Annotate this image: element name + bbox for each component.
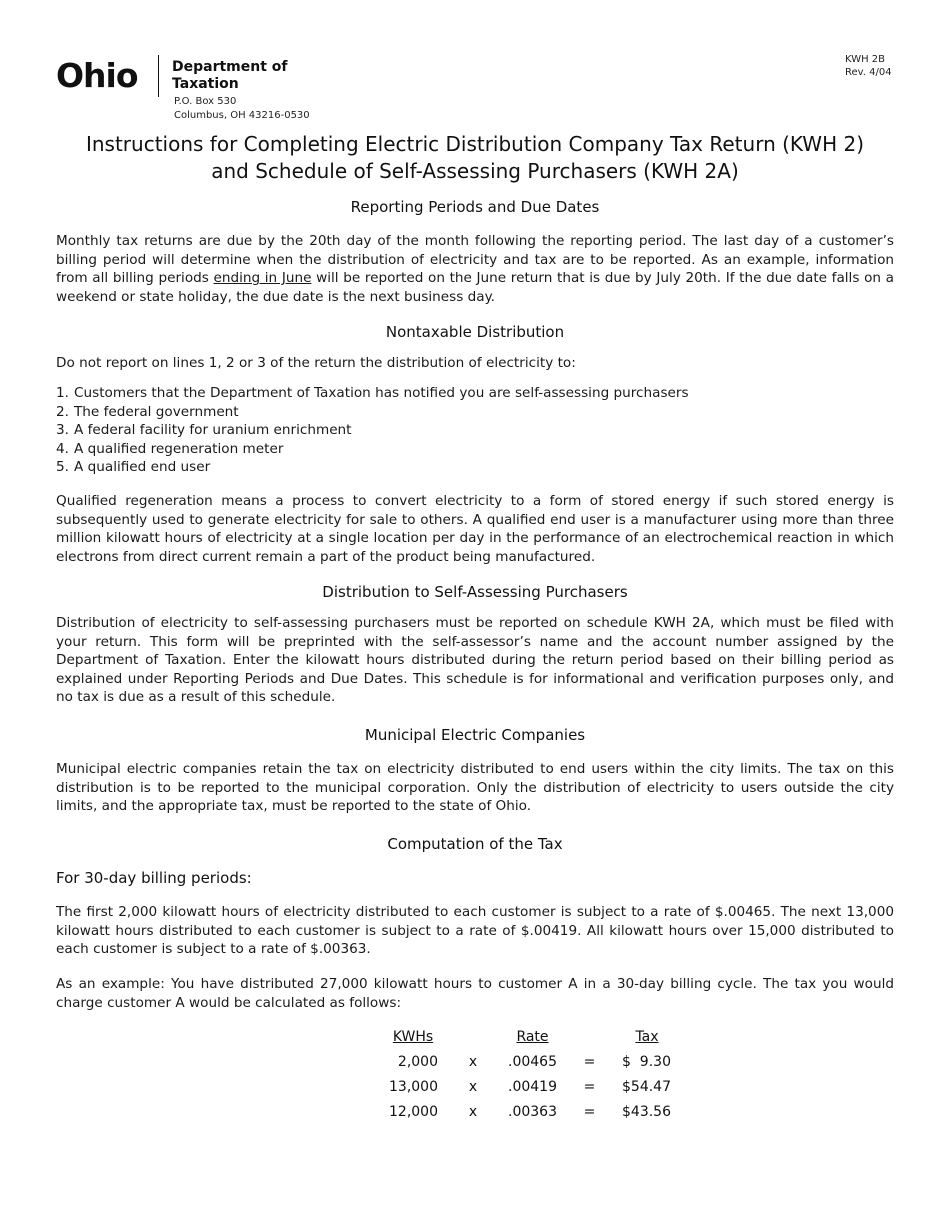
reporting-text-after: will be reported on the June return that is due by July 20th. If the due date falls on a weekend or state holiday, the due date is the next business day. — [56, 270, 894, 305]
nontaxable-definitions: Qualified regeneration means a process to convert electricity to a form of stored energy if such stored energy is subsequently used to generate electricity for sale to others. A qualified end user is a manufacturer using more than three million kilowatt hours of electricity at a single location per day in the performance of an electrochemical reaction in which electrons from direct current remain a part of the product being manufactured. — [56, 493, 894, 565]
cell-equals: = — [583, 1078, 596, 1095]
table-row — [388, 1074, 672, 1099]
address-line1: P.O. Box 530 — [174, 96, 237, 107]
list-item — [56, 440, 689, 459]
cell-tax: $43.56 — [622, 1103, 671, 1120]
reporting-text-before: Monthly tax returns are due by the 20th day of the month following the reporting period. The last day of a customer’s billing period will determine when the distribution of electricity and tax are to be reported. As an example, information from all billing periods — [56, 233, 894, 286]
heading-computation: Computation of the Tax — [387, 835, 563, 853]
list-item-text: The federal government — [74, 403, 239, 420]
list-item-number: 2. — [56, 403, 69, 420]
form-revision: Rev. 4/04 — [845, 67, 892, 78]
cell-times: x — [468, 1053, 478, 1070]
list-item-number: 4. — [56, 440, 69, 457]
department-line2: Taxation — [172, 76, 239, 92]
cell-equals: = — [583, 1103, 596, 1120]
reporting-underlined: ending in June — [213, 270, 312, 286]
reporting-paragraph — [56, 232, 894, 306]
header-tax: Tax — [635, 1028, 659, 1045]
computation-example: As an example: You have distributed 27,000 kilowatt hours to customer A in a 30-day billing cycle. The tax you would charge customer A would be calculated as follows: — [56, 976, 894, 1011]
heading-nontaxable: Nontaxable Distribution — [385, 323, 565, 341]
tax-calculation-table — [388, 1024, 672, 1124]
cell-tax: $ 9.30 — [622, 1053, 671, 1070]
heading-municipal: Municipal Electric Companies — [364, 726, 586, 744]
self-assessing-paragraph: Distribution of electricity to self-assessing purchasers must be reported on schedule KWH 2A, which must be filed with your return. This form will be preprinted with the self-assessor’s name and the account number assigned by the Department of Taxation. Enter the kilowatt hours distributed during the return period based on their billing period as explained under Reporting Periods and Due Dates. This schedule is for informational and verification purposes only, and no tax is due as a result of this schedule. — [56, 615, 894, 705]
cell-rate: .00465 — [508, 1053, 557, 1070]
list-item-text: Customers that the Department of Taxation has notified you are self-assessing purchasers — [74, 385, 689, 401]
list-item — [56, 384, 689, 403]
cell-rate: .00419 — [508, 1078, 557, 1095]
department-name — [172, 59, 288, 93]
cell-kwh: 12,000 — [389, 1103, 438, 1120]
ohio-logo: Ohio — [56, 56, 138, 95]
computation-rates: The first 2,000 kilowatt hours of electricity distributed to each customer is subject to a rate of $.00465. The next 13,000 kilowatt hours distributed to each customer is subject to a rate of $.00419. All kilowatt hours over 15,000 distributed to each customer is subject to a rate of $.00363. — [56, 904, 894, 957]
computation-subheading: For 30-day billing periods: — [56, 869, 252, 887]
list-item — [56, 458, 689, 477]
header-spacer — [438, 1024, 508, 1049]
cell-equals: = — [583, 1053, 596, 1070]
logo-divider — [158, 55, 159, 97]
cell-times: x — [468, 1103, 478, 1120]
cell-kwh: 13,000 — [389, 1078, 438, 1095]
department-line1: Department of — [172, 59, 288, 75]
header-spacer — [557, 1024, 622, 1049]
table-header-row — [388, 1024, 672, 1049]
nontaxable-intro: Do not report on lines 1, 2 or 3 of the return the distribution of electricity to: — [56, 355, 576, 371]
department-address — [174, 95, 310, 123]
table-row — [388, 1099, 672, 1124]
list-item-text: A federal facility for uranium enrichment — [74, 422, 352, 439]
address-line2: Columbus, OH 43216-0530 — [174, 110, 310, 121]
list-item — [56, 403, 689, 422]
list-item-number: 5. — [56, 459, 69, 476]
list-item-text: A qualified regeneration meter — [74, 440, 284, 457]
nontaxable-list — [56, 384, 689, 477]
form-identifier — [845, 53, 892, 79]
cell-rate: .00363 — [508, 1103, 557, 1120]
table-row — [388, 1049, 672, 1074]
page-title — [56, 131, 894, 185]
heading-self-assessing: Distribution to Self-Assessing Purchasers — [322, 583, 628, 601]
form-id: KWH 2B — [845, 54, 886, 65]
header-rate: Rate — [516, 1028, 549, 1045]
cell-kwh: 2,000 — [397, 1053, 438, 1070]
list-item-text: A qualified end user — [74, 459, 211, 476]
title-line2: and Schedule of Self-Assessing Purchasers (KWH 2A) — [211, 159, 739, 183]
title-line1: Instructions for Completing Electric Distribution Company Tax Return (KWH 2) — [85, 132, 865, 156]
municipal-paragraph: Municipal electric companies retain the tax on electricity distributed to end users within the city limits. The tax on this distribution is to be reported to the municipal corporation. Only the distribution of electricity to users outside the city limits, and the appropriate tax, must be reported to the state of Ohio. — [56, 761, 894, 814]
cell-times: x — [468, 1078, 478, 1095]
list-item — [56, 421, 689, 440]
header-kwh: KWHs — [392, 1028, 434, 1045]
list-item-number: 1. — [56, 385, 69, 401]
heading-reporting-periods: Reporting Periods and Due Dates — [350, 198, 600, 216]
cell-tax: $54.47 — [622, 1078, 671, 1095]
list-item-number: 3. — [56, 422, 69, 439]
